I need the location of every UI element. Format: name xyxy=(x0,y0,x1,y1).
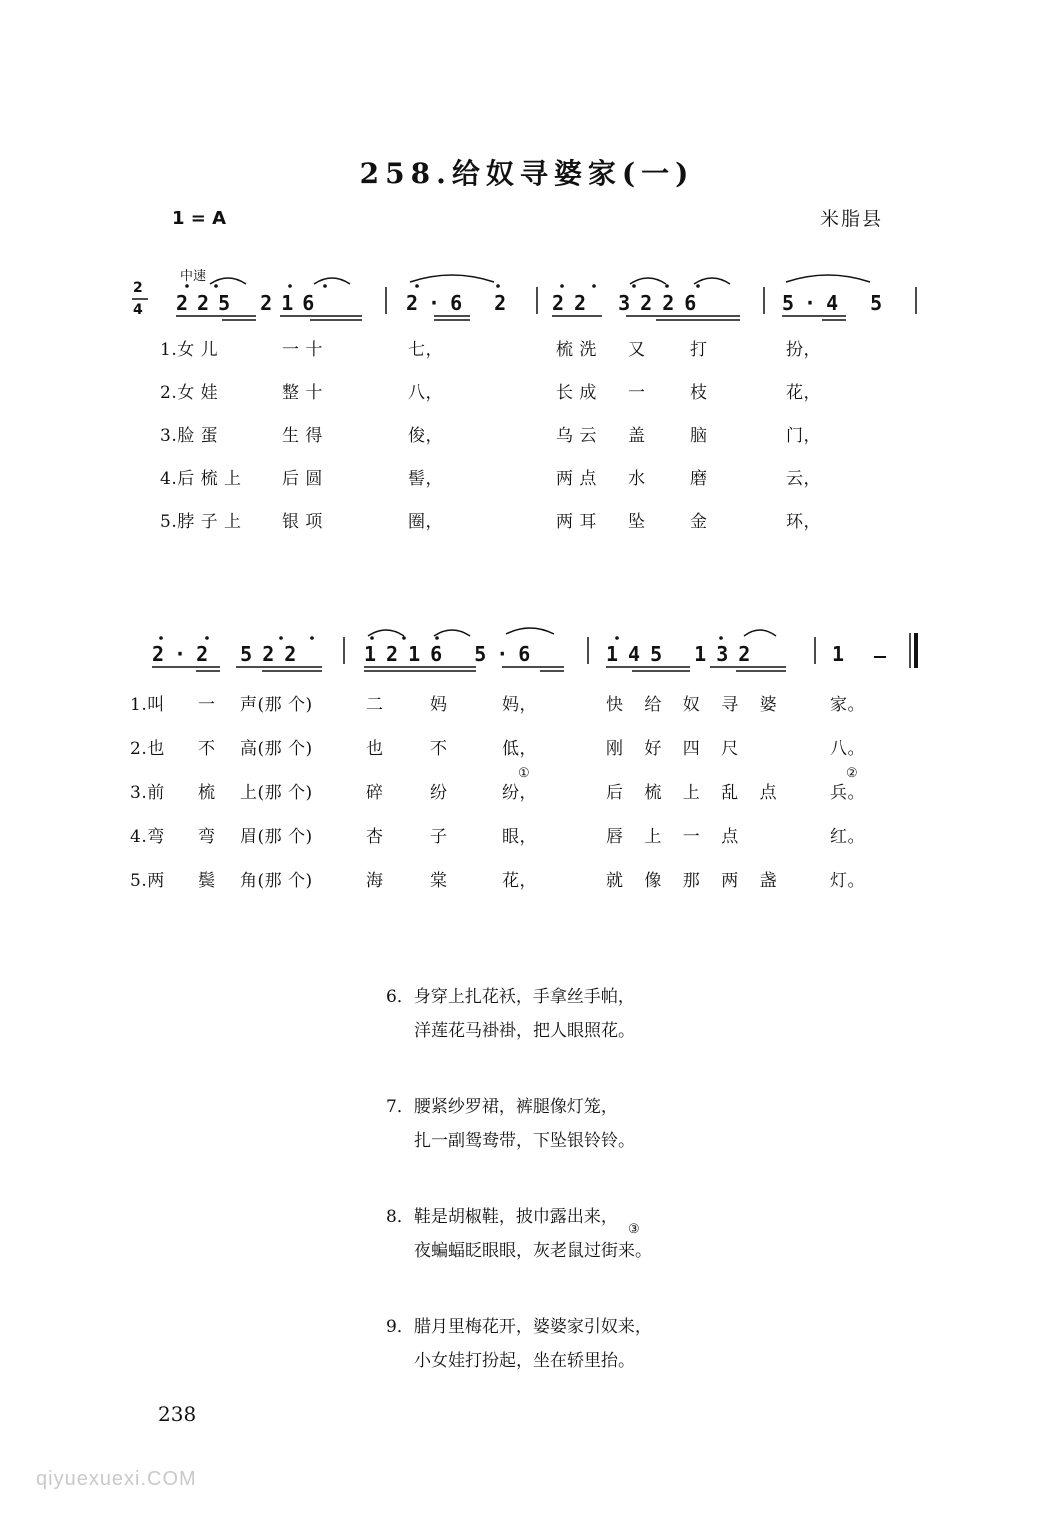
lyric-cell: 两 耳 xyxy=(556,512,597,532)
lyric-cell: 乌 云 xyxy=(556,426,597,446)
lyric-cell: 2.也 xyxy=(130,739,165,759)
lyric-cell: 兵。 xyxy=(830,783,865,803)
verse-9-line1: 9．腊月里梅花开，婆婆家引奴来， xyxy=(386,1317,652,1337)
verse-7-line1: 7．腰紧纱罗裙，裤腿像灯笼， xyxy=(386,1097,618,1117)
lyric-cell: 又 xyxy=(628,340,646,360)
verse-8-line1: 8．鞋是胡椒鞋，披巾露出来， xyxy=(386,1207,618,1227)
lyric-cell: 2.女 娃 xyxy=(160,383,219,403)
lyric-cell: 纷 xyxy=(430,783,448,803)
lyric-cell: 4.弯 xyxy=(130,827,165,847)
staff2-measure3-notes: 145 132 xyxy=(606,642,761,666)
lyric-cell: 妈 xyxy=(430,695,448,715)
lyric-cell: 梳 xyxy=(198,783,216,803)
lyric-cell: 不 xyxy=(430,739,448,759)
lyric-cell: 高(那 个) xyxy=(240,739,313,759)
verse-9-line2: 小女娃打扮起，坐在轿里抬。 xyxy=(414,1351,635,1371)
lyric-cell: 一 xyxy=(628,383,646,403)
footnote-mark-1: ① xyxy=(518,766,530,781)
lyric-cell: 3.前 xyxy=(130,783,165,803)
lyric-cell: 花， xyxy=(786,383,821,403)
key-signature: 1 = A xyxy=(172,208,227,229)
lyric-cell: 1.女 儿 xyxy=(160,340,219,360)
time-signature-bottom: 4 xyxy=(133,302,143,318)
lyric-cell: 八， xyxy=(408,383,443,403)
footnote-mark-2: ② xyxy=(846,766,858,781)
lyric-cell: 云， xyxy=(786,469,821,489)
lyric-cell: 后 梳 上 乱 点 xyxy=(606,783,785,803)
lyric-cell: 坠 xyxy=(628,512,646,532)
lyric-cell: 盖 xyxy=(628,426,646,446)
page-number: 238 xyxy=(158,1402,197,1426)
lyric-cell: 后 圆 xyxy=(282,469,323,489)
lyric-cell: 二 xyxy=(366,695,384,715)
lyric-cell: 角(那 个) xyxy=(240,871,313,891)
lyric-cell: 髻， xyxy=(408,469,443,489)
lyric-cell: 5.脖 子 上 xyxy=(160,512,242,532)
lyric-cell: 一 xyxy=(198,695,216,715)
lyric-cell: 脑 xyxy=(690,426,708,446)
time-signature-top: 2 xyxy=(133,280,143,296)
staff2-measure4-notes: 1 xyxy=(832,642,845,666)
lyric-cell: 刚 好 四 尺 xyxy=(606,739,747,759)
lyric-cell: 银 项 xyxy=(282,512,323,532)
lyric-cell: 不 xyxy=(198,739,216,759)
lyric-cell: 水 xyxy=(628,469,646,489)
lyric-cell: 5.两 xyxy=(130,871,165,891)
lyric-cell: 上(那 个) xyxy=(240,783,313,803)
staff1-measure2-notes: 2·6 2 xyxy=(406,291,517,315)
lyric-cell: 灯。 xyxy=(830,871,865,891)
lyric-cell: 红。 xyxy=(830,827,865,847)
lyric-cell: 低， xyxy=(502,739,537,759)
lyric-cell: 4.后 梳 上 xyxy=(160,469,242,489)
lyric-cell: 弯 xyxy=(198,827,216,847)
lyric-cell: 眼， xyxy=(502,827,537,847)
lyric-cell: 花， xyxy=(502,871,537,891)
staff1-measure4-notes: 5·4 5 xyxy=(782,291,893,315)
lyric-cell: 一 十 xyxy=(282,340,323,360)
lyric-cell: 磨 xyxy=(690,469,708,489)
lyric-cell: 碎 xyxy=(366,783,384,803)
lyric-cell: 3.脸 蛋 xyxy=(160,426,219,446)
lyric-cell: 七， xyxy=(408,340,443,360)
verse-6-line1: 6．身穿上扎花袄，手拿丝手帕， xyxy=(386,987,635,1007)
lyric-cell: 整 十 xyxy=(282,383,323,403)
lyric-cell: 八。 xyxy=(830,739,865,759)
lyric-cell: 纷， xyxy=(502,783,537,803)
lyric-cell: 梳 洗 xyxy=(556,340,597,360)
lyric-cell: 枝 xyxy=(690,383,708,403)
lyric-cell: 家。 xyxy=(830,695,865,715)
lyric-cell: 1.叫 xyxy=(130,695,165,715)
lyric-cell: 金 xyxy=(690,512,708,532)
lyric-cell: 扮， xyxy=(786,340,821,360)
staff1-measure1-notes: 225 216 xyxy=(176,291,324,315)
lyric-cell: 唇 上 一 点 xyxy=(606,827,747,847)
verse-8-line2: 夜蝙蝠眨眼眼，灰老鼠过街来。 xyxy=(414,1241,652,1261)
lyric-cell: 眉(那 个) xyxy=(240,827,313,847)
lyric-cell: 打 xyxy=(690,340,708,360)
staff2-measure2-notes: 1216 5·6 xyxy=(364,642,541,666)
lyric-cell: 就 像 那 两 盏 xyxy=(606,871,785,891)
lyric-cell: 也 xyxy=(366,739,384,759)
staff2-measure1-notes: 2·2 522 xyxy=(152,642,307,666)
footnote-mark-3: ③ xyxy=(628,1222,640,1237)
lyric-cell: 圈， xyxy=(408,512,443,532)
lyric-cell: 子 xyxy=(430,827,448,847)
lyric-cell: 鬓 xyxy=(198,871,216,891)
lyric-cell: 杏 xyxy=(366,827,384,847)
watermark: qiyuexuexi.COM xyxy=(36,1468,197,1490)
lyric-cell: 妈， xyxy=(502,695,537,715)
staff1-measure3-notes: 22 3226 xyxy=(552,291,707,315)
lyric-cell: 环， xyxy=(786,512,821,532)
lyric-cell: 棠 xyxy=(430,871,448,891)
lyric-cell: 快 给 奴 寻 婆 xyxy=(606,695,785,715)
song-title: 258.给奴寻婆家(一) xyxy=(359,157,695,190)
lyric-cell: 海 xyxy=(366,871,384,891)
lyric-cell: 两 点 xyxy=(556,469,597,489)
lyric-cell: 门， xyxy=(786,426,821,446)
tempo-marking: 中速 xyxy=(180,269,207,284)
lyric-cell: 俊， xyxy=(408,426,443,446)
region-label: 米脂县 xyxy=(820,208,884,230)
lyric-cell: 长 成 xyxy=(556,383,597,403)
verse-6-line2: 洋莲花马褂褂，把人眼照花。 xyxy=(414,1021,635,1041)
lyric-cell: 声(那 个) xyxy=(240,695,313,715)
lyric-cell: 生 得 xyxy=(282,426,323,446)
verse-7-line2: 扎一副鸳鸯带，下坠银铃铃。 xyxy=(414,1131,635,1151)
